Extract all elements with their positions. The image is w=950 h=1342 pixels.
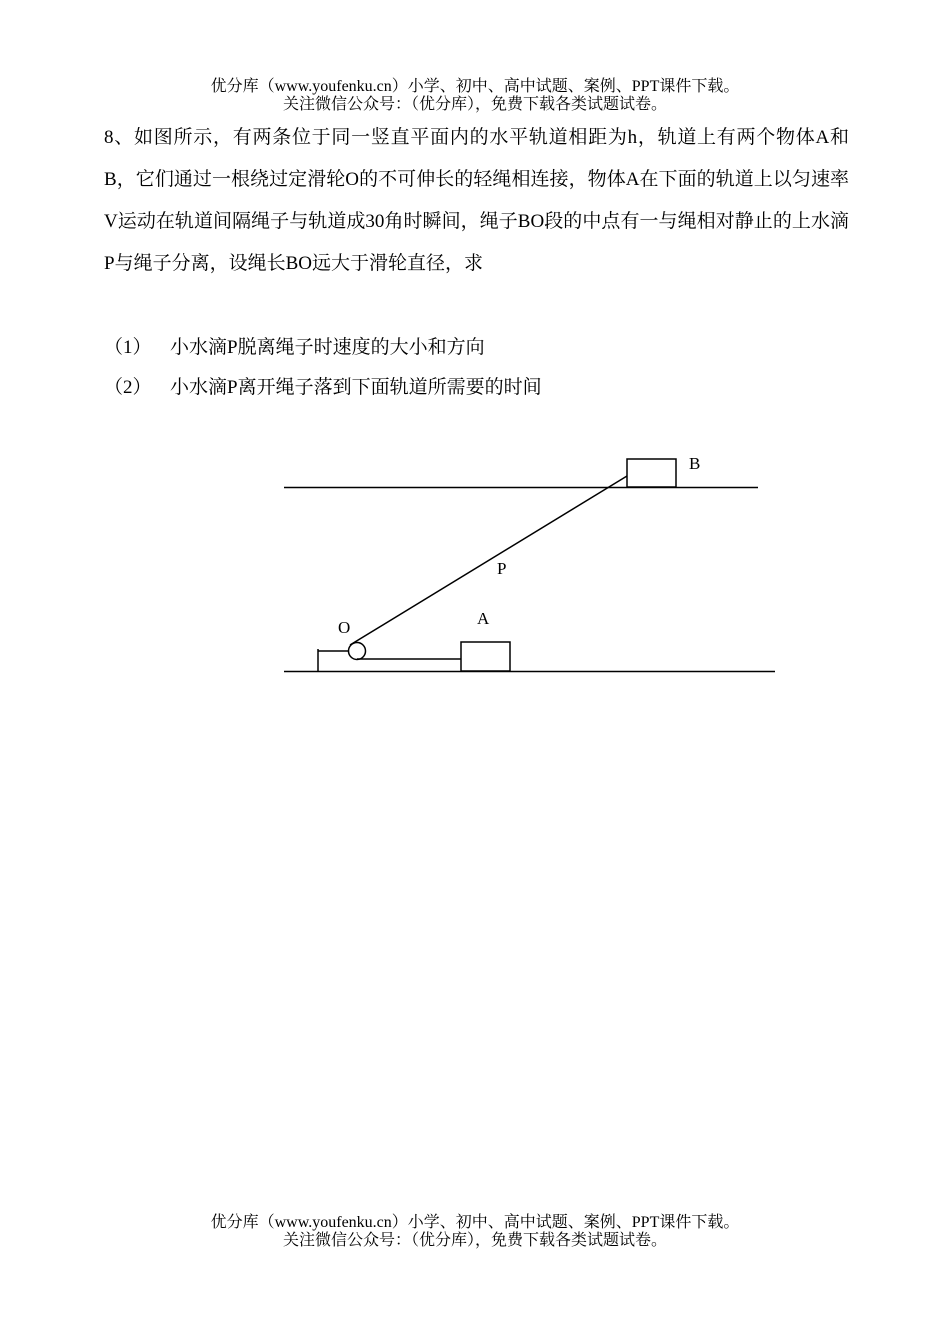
block-a [461,642,510,671]
footer-line-2: 关注微信公众号：（优分库），免费下载各类试题试卷。 [282,1232,667,1249]
page-footer [0,1214,950,1250]
part-1-number: （1） [104,337,152,358]
footer-line-1: 优分库（www.youfenku.cn）小学、初中、高中试题、案例、PPT课件下载。 [210,1214,740,1231]
part-2-text: 小水滴P离开绳子落到下面轨道所需要的时间 [170,377,542,398]
question-text: 8、如图所示，有两条位于同一竖直平面内的水平轨道相距为h，轨道上有两个物体A和B，它们通过一根绕过定滑轮O的不可伸长的轻绳相连接，物体A在下面的轨道上以匀速率V运动在轨道间隔绳子与轨道成30角时瞬间，绳子BO段的中点有一与绳相对静止的上水滴P与绳子分离，设绳长BO远大于滑轮直径，求 [104,127,849,274]
header-line-1: 优分库（www.youfenku.cn）小学、初中、高中试题、案例、PPT课件下载。 [210,78,740,95]
part-1-text: 小水滴P脱离绳子时速度的大小和方向 [170,337,485,358]
label-a: A [477,609,490,628]
block-b [627,459,676,487]
label-b: B [689,454,701,473]
part-2-number: （2） [104,377,152,398]
label-p: P [497,559,507,578]
header-line-2: 关注微信公众号：（优分库），免费下载各类试题试卷。 [282,96,667,113]
label-o: O [338,618,351,637]
